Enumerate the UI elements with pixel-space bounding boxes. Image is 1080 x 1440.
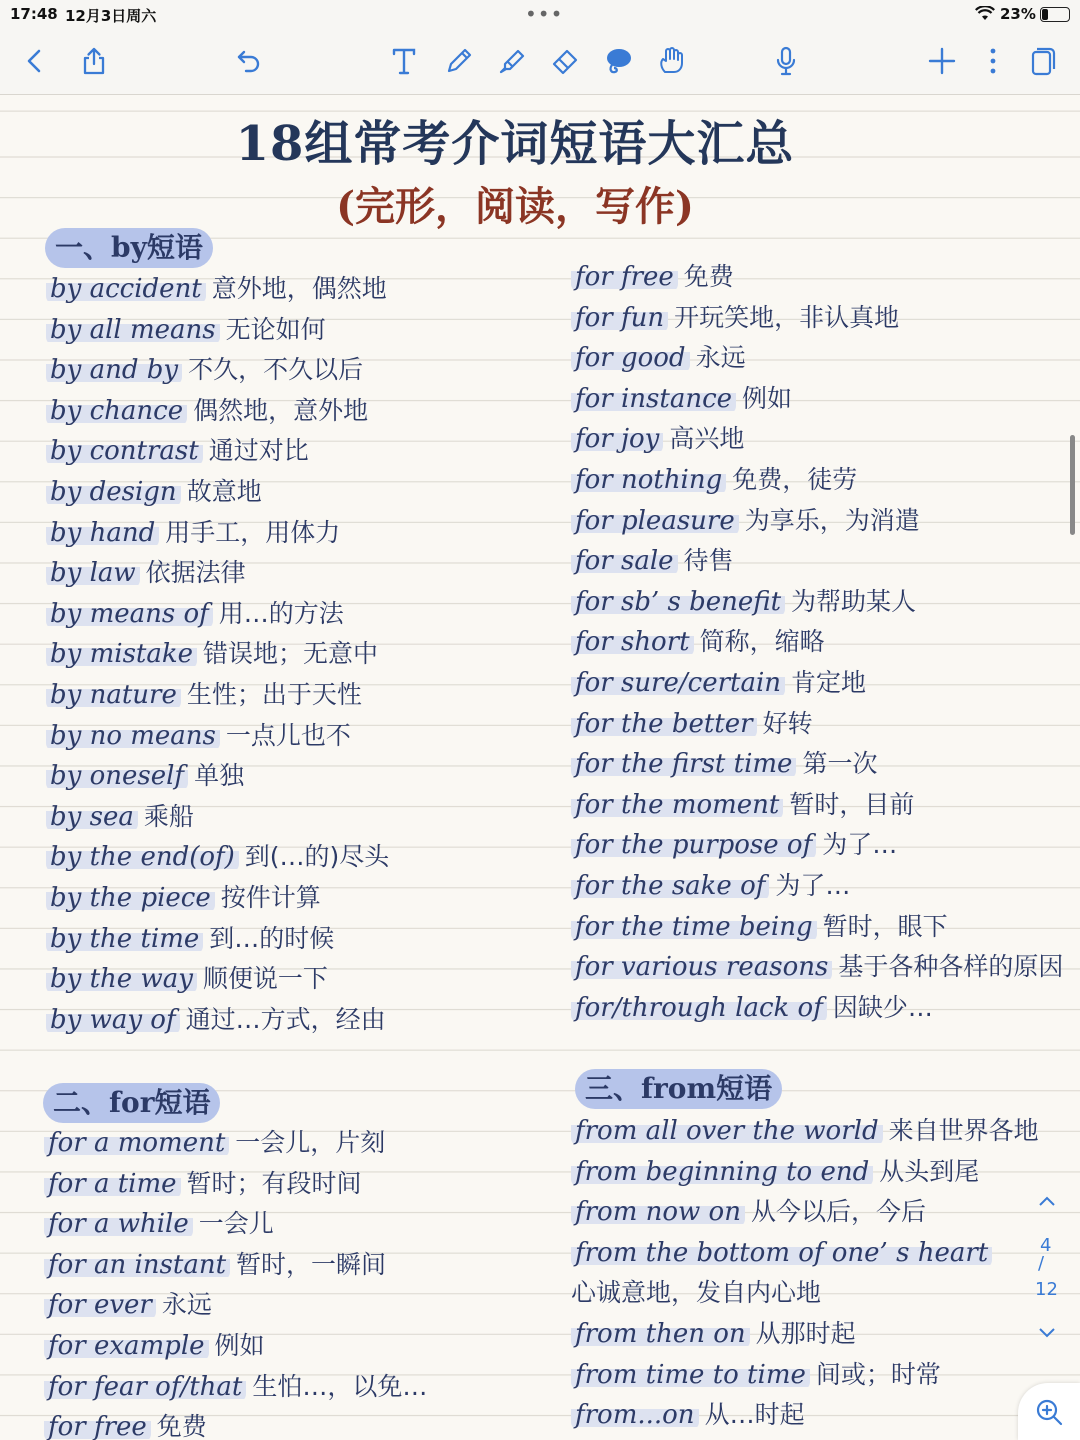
phrase-meaning: 顺便说一下: [202, 964, 328, 994]
phrase-text: for joy: [571, 424, 663, 454]
for-phrase-list-continued: [571, 257, 1063, 1028]
highlighter-icon[interactable]: [491, 40, 533, 82]
phrase-text: by sea: [46, 802, 138, 832]
note-subtitle: (完形，阅读，写作): [336, 183, 694, 230]
section-heading-by: 一、by短语: [45, 228, 213, 268]
phrase-meaning: 永远: [161, 1290, 212, 1320]
phrase-meaning: 生性；出于天性: [186, 679, 362, 709]
eraser-icon[interactable]: [544, 40, 586, 82]
phrase-meaning: 简称，缩略: [699, 627, 825, 657]
note-page[interactable]: [0, 95, 1080, 1440]
phrase-text: for free: [44, 1412, 151, 1440]
phrase-text: by design: [46, 477, 181, 507]
phrase-entry: [571, 907, 1063, 948]
phrase-text: for example: [44, 1331, 209, 1361]
pen-icon[interactable]: [438, 40, 480, 82]
scrollbar[interactable]: [1070, 435, 1075, 535]
phrase-meaning: 故意地: [186, 476, 262, 506]
phrase-entry: [571, 744, 1063, 785]
phrase-meaning: 从…时起: [704, 1400, 805, 1430]
phrase-meaning: 不久，不久以后: [188, 355, 364, 385]
phrase-entry: [571, 663, 1063, 704]
phrase-text: for the better: [571, 709, 757, 739]
phrase-text: for fun: [571, 303, 668, 333]
phrase-meaning: 暂时，眼下: [822, 911, 948, 941]
phrase-meaning: 为帮助某人: [791, 586, 917, 616]
phrase-entry: [44, 1245, 427, 1286]
status-bar: [0, 0, 1080, 28]
phrase-meaning: 到…的时候: [209, 923, 335, 953]
phrase-text: by means of: [46, 599, 213, 629]
phrase-entry: [571, 988, 1063, 1029]
phrase-entry: [46, 391, 389, 432]
section-heading-for: 二、for短语: [43, 1083, 220, 1123]
phrase-meaning: 从今以后，今后: [750, 1197, 926, 1227]
phrase-entry: [46, 431, 389, 472]
phrase-text: by contrast: [46, 436, 203, 466]
phrase-entry: [571, 379, 1063, 420]
phrase-meaning: 依据法律: [145, 558, 246, 588]
phrase-meaning: 例如: [742, 383, 793, 413]
phrase-text: for sure/certain: [571, 668, 785, 698]
phrase-entry: [46, 919, 389, 960]
phrase-text: by the way: [46, 964, 197, 994]
phrase-text: from the bottom of one’ s heart: [571, 1238, 992, 1268]
phrase-meaning: 偶然地，意外地: [193, 395, 369, 425]
by-phrase-list: [46, 269, 389, 1040]
phrase-text: for an instant: [44, 1250, 230, 1280]
phrase-text: for pleasure: [571, 506, 739, 536]
phrase-entry: [571, 541, 1063, 582]
phrase-text: from time to time: [571, 1360, 810, 1390]
phrase-text: for a moment: [44, 1128, 229, 1158]
status-time: 17:48: [10, 5, 58, 23]
phrase-meaning: 免费: [683, 262, 734, 291]
phrase-entry: [571, 1192, 1039, 1233]
from-phrase-list: [571, 1111, 1039, 1436]
phrase-entry: [571, 1273, 1039, 1314]
phrase-text: by hand: [46, 518, 159, 548]
phrase-entry: [44, 1204, 427, 1245]
chevron-down-icon[interactable]: [1038, 1323, 1056, 1344]
phrase-meaning: 为了…: [822, 830, 898, 860]
phrase-meaning: 按件计算: [220, 882, 321, 912]
page-separator: /: [1038, 1253, 1045, 1274]
phrase-meaning: 好转: [762, 708, 813, 738]
phrase-meaning: 一会儿，片刻: [235, 1128, 386, 1157]
finger-draw-icon[interactable]: [650, 40, 692, 82]
phrase-entry: [571, 1314, 1039, 1355]
phrase-entry: [46, 513, 389, 554]
phrase-entry: [46, 959, 389, 1000]
phrase-entry: [46, 797, 389, 838]
phrase-entry: [571, 825, 1063, 866]
phrase-entry: [571, 1233, 1039, 1274]
for-phrase-list: [44, 1123, 427, 1440]
phrase-text: for instance: [571, 384, 736, 414]
phrase-text: for nothing: [571, 465, 726, 495]
phrase-meaning: 心诚意地，发自内心地: [571, 1278, 822, 1308]
section-heading-from: 三、from短语: [575, 1069, 782, 1109]
mic-icon[interactable]: [765, 40, 807, 82]
phrase-text: for a time: [44, 1169, 181, 1199]
pages-icon[interactable]: [1022, 40, 1064, 82]
phrase-text: from now on: [571, 1197, 745, 1227]
phrase-text: by and by: [46, 355, 182, 385]
phrase-meaning: 通过对比: [208, 436, 309, 466]
phrase-text: by all means: [46, 315, 220, 345]
phrase-meaning: 因缺少…: [832, 992, 933, 1022]
phrase-meaning: 用…的方法: [218, 598, 344, 628]
phrase-text: for the sake of: [571, 871, 769, 901]
phrase-meaning: 从那时起: [755, 1318, 856, 1348]
phrase-entry: [571, 460, 1063, 501]
phrase-text: for short: [571, 627, 694, 657]
phrase-entry: [571, 257, 1063, 298]
phrase-entry: [46, 310, 389, 351]
phrase-meaning: 暂时，一瞬间: [236, 1249, 387, 1279]
phrase-meaning: 肯定地: [791, 667, 867, 697]
phrase-meaning: 例如: [214, 1330, 265, 1360]
phrase-text: for sb’ s benefit: [571, 587, 785, 617]
phrase-text: for various reasons: [571, 952, 832, 982]
phrase-entry: [44, 1164, 427, 1205]
lasso-icon[interactable]: [597, 40, 639, 82]
phrase-text: by oneself: [46, 761, 188, 791]
phrase-text: by chance: [46, 396, 187, 426]
phrase-entry: [46, 594, 389, 635]
phrase-entry: [571, 1152, 1039, 1193]
phrase-entry: [46, 756, 389, 797]
phrase-entry: [46, 675, 389, 716]
phrase-text: by accident: [46, 274, 206, 304]
phrase-entry: [44, 1367, 427, 1408]
phrase-entry: [571, 866, 1063, 907]
phrase-entry: [46, 1000, 389, 1041]
phrase-meaning: 来自世界各地: [888, 1116, 1039, 1145]
battery-percent: 23%: [1000, 5, 1036, 23]
phrase-text: by the time: [46, 924, 203, 954]
phrase-meaning: 乘船: [143, 801, 194, 831]
phrase-entry: [571, 704, 1063, 745]
phrase-text: by way of: [46, 1005, 180, 1035]
phrase-entry: [571, 1355, 1039, 1396]
phrase-text: for good: [571, 343, 690, 373]
phrase-entry: [46, 716, 389, 757]
zoom-icon[interactable]: [1018, 1383, 1080, 1440]
phrase-text: by mistake: [46, 639, 197, 669]
phrase-meaning: 暂时，目前: [789, 789, 915, 819]
phrase-entry: [46, 878, 389, 919]
page-navigator: [1030, 1183, 1066, 1343]
phrase-meaning: 通过…方式，经由: [185, 1004, 386, 1034]
phrase-meaning: 单独: [194, 761, 245, 791]
phrase-entry: [571, 1395, 1039, 1436]
phrase-entry: [46, 553, 389, 594]
status-date: 12月3日周六: [65, 7, 157, 25]
phrase-entry: [571, 338, 1063, 379]
phrase-meaning: 基于各种各样的原因: [838, 952, 1064, 982]
back-icon[interactable]: [14, 40, 56, 82]
phrase-meaning: 意外地，偶然地: [211, 274, 387, 303]
phrase-text: for the moment: [571, 790, 783, 820]
phrase-entry: [571, 298, 1063, 339]
phrase-entry: [571, 785, 1063, 826]
phrase-meaning: 一点儿也不: [225, 720, 351, 750]
phrase-entry: [44, 1407, 427, 1440]
phrase-text: by no means: [46, 721, 220, 751]
undo-icon[interactable]: [228, 40, 270, 82]
share-icon[interactable]: [73, 40, 115, 82]
phrase-meaning: 开玩笑地，非认真地: [674, 302, 900, 332]
phrase-meaning: 免费: [156, 1412, 207, 1440]
phrase-entry: [571, 582, 1063, 623]
multitasking-dots-icon[interactable]: •••: [525, 2, 564, 26]
note-title: 18组常考介词短语大汇总: [235, 116, 795, 172]
phrase-meaning: 第一次: [802, 749, 878, 779]
chevron-up-icon[interactable]: [1038, 1191, 1056, 1212]
phrase-text: for fear of/that: [44, 1372, 246, 1402]
phrase-meaning: 从头到尾: [879, 1156, 980, 1186]
phrase-meaning: 免费，徒劳: [732, 464, 858, 494]
toolbar: [0, 28, 1080, 95]
phrase-entry: [44, 1326, 427, 1367]
phrase-entry: [571, 947, 1063, 988]
phrase-text: for free: [571, 262, 678, 292]
phrase-entry: [46, 350, 389, 391]
battery-icon: [1040, 7, 1070, 22]
phrase-entry: [44, 1285, 427, 1326]
phrase-text: for sale: [571, 546, 678, 576]
phrase-text: for a while: [44, 1209, 193, 1239]
phrase-text: by the end(of): [46, 842, 239, 872]
phrase-entry: [571, 501, 1063, 542]
phrase-text: from all over the world: [571, 1116, 883, 1146]
phrase-text: for the purpose of: [571, 830, 816, 860]
phrase-text: for ever: [44, 1290, 156, 1320]
phrase-entry: [46, 634, 389, 675]
phrase-meaning: 错误地；无意中: [203, 639, 379, 669]
phrase-text: from then on: [571, 1319, 750, 1349]
phrase-meaning: 到(…的)尽头: [244, 842, 390, 872]
phrase-entry: [46, 472, 389, 513]
phrase-text: by nature: [46, 680, 181, 710]
phrase-entry: [571, 1111, 1039, 1152]
phrase-entry: [46, 269, 389, 310]
phrase-entry: [571, 622, 1063, 663]
phrase-text: by the piece: [46, 883, 215, 913]
phrase-entry: [571, 419, 1063, 460]
phrase-meaning: 永远: [695, 343, 746, 373]
phrase-meaning: 无论如何: [225, 314, 326, 344]
phrase-meaning: 暂时；有段时间: [186, 1168, 362, 1198]
phrase-entry: [46, 837, 389, 878]
phrase-meaning: 待售: [683, 546, 734, 576]
more-icon[interactable]: [972, 40, 1014, 82]
total-page-number: 12: [1035, 1279, 1058, 1300]
phrase-text: for the first time: [571, 749, 796, 779]
phrase-text: from beginning to end: [571, 1157, 873, 1187]
phrase-meaning: 高兴地: [669, 424, 745, 454]
text-tool-icon[interactable]: [383, 40, 425, 82]
add-icon[interactable]: [921, 40, 963, 82]
phrase-meaning: 为享乐，为消遣: [744, 505, 920, 535]
phrase-text: by law: [46, 558, 140, 588]
current-page-number: 4: [1040, 1235, 1052, 1256]
phrase-meaning: 用手工，用体力: [165, 517, 341, 547]
phrase-text: from...on: [571, 1400, 699, 1430]
phrase-text: for/through lack of: [571, 993, 827, 1023]
phrase-meaning: 生怕…，以免…: [252, 1371, 428, 1401]
wifi-icon: [975, 6, 995, 25]
phrase-meaning: 间或；时常: [815, 1359, 941, 1389]
phrase-meaning: 为了…: [775, 870, 851, 900]
phrase-meaning: 一会儿: [198, 1209, 274, 1239]
phrase-entry: [44, 1123, 427, 1164]
phrase-text: for the time being: [571, 912, 817, 942]
